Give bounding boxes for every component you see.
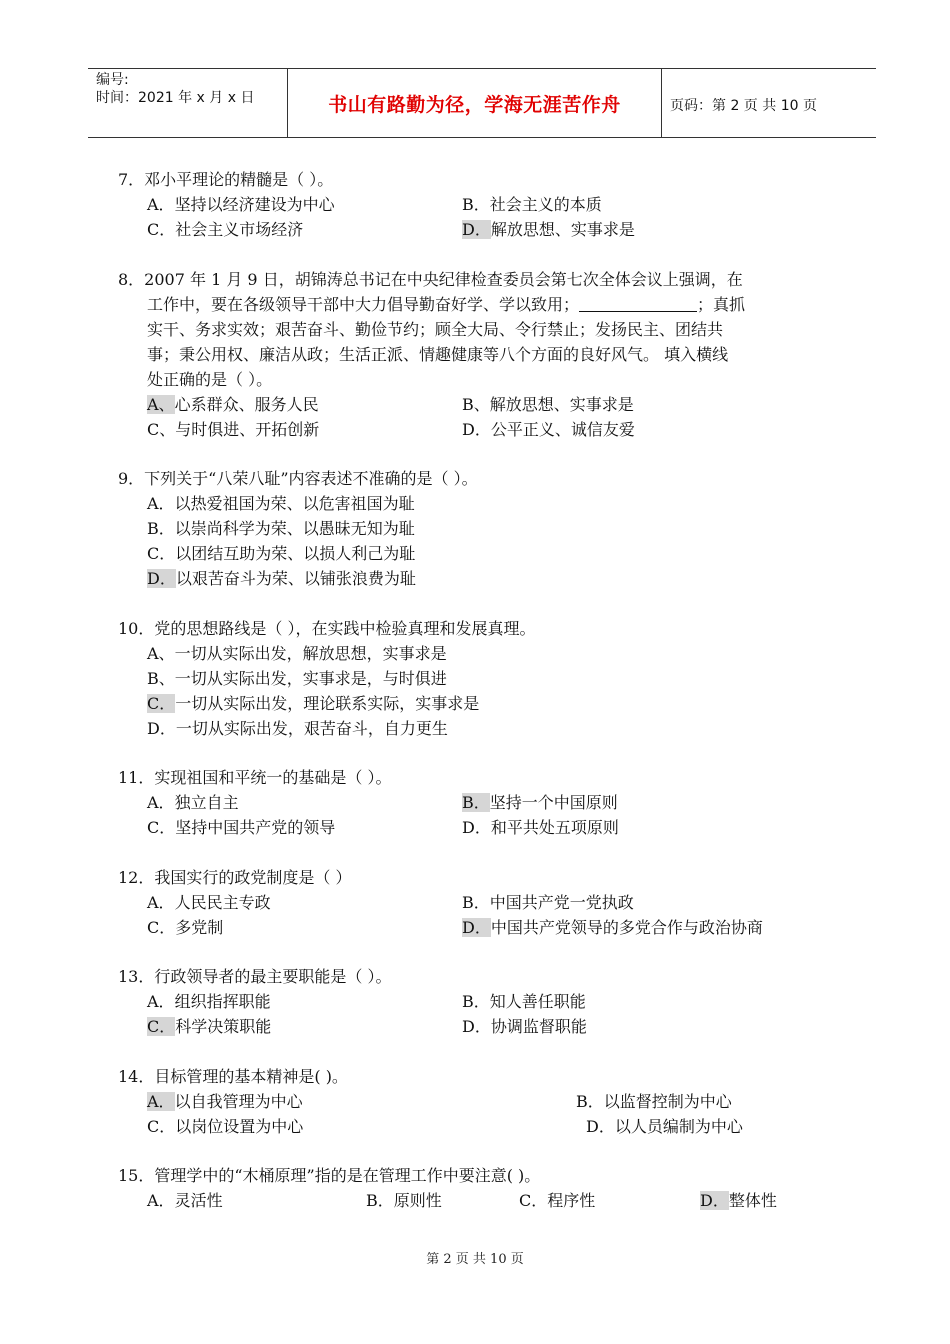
question-8-stem-line: 实干、务求实效；艰苦奋斗、勤俭节约；顾全大局、令行禁止；发扬民主、团结共: [147, 320, 724, 339]
question-14-option-d: D．以人员编制为中心: [586, 1117, 743, 1136]
header-meta: [96, 71, 254, 107]
question-10-option-c: C．一切从实际出发，理论联系实际，实事求是: [147, 694, 480, 713]
question-8-stem-line: 处正确的是（ ）。: [147, 370, 273, 389]
question-13-stem: 13．行政领导者的最主要职能是（ ）。: [118, 967, 392, 986]
question-7-stem: 7．邓小平理论的精髓是（ ）。: [118, 170, 334, 189]
question-10-option-d: D．一切从实际出发，艰苦奋斗，自力更生: [147, 719, 448, 738]
question-11-option-b: B．坚持一个中国原则: [462, 793, 618, 812]
question-8-stem-line: 8．2007 年 1 月 9 日，胡锦涛总书记在中央纪律检查委员会第七次全体会议上强调，在: [118, 270, 743, 289]
question-15-option-c: C．程序性: [519, 1191, 596, 1210]
question-15-stem: 15．管理学中的“木桶原理”指的是在管理工作中要注意( )。: [118, 1166, 541, 1185]
question-9-option-d: D．以艰苦奋斗为荣、以铺张浪费为耻: [147, 569, 416, 588]
doc-time-label: 时间：2021 年 x 月 x 日: [96, 90, 255, 106]
answer-highlight: C．: [147, 694, 176, 713]
doc-code-label: 编号:: [96, 72, 129, 88]
answer-highlight: D．: [147, 569, 176, 588]
question-8-option-b: B、解放思想、实事求是: [462, 395, 634, 414]
question-7-option-b: B．社会主义的本质: [462, 195, 602, 214]
question-8-option-d: D．公平正义、诚信友爱: [462, 420, 635, 439]
header-page-number: 页码：第 2 页 共 10 页: [670, 98, 817, 114]
answer-highlight: D．: [700, 1191, 729, 1210]
question-9-option-a: A．以热爱祖国为荣、以危害祖国为耻: [147, 494, 415, 513]
answer-highlight: D．: [462, 220, 491, 239]
question-15-option-b: B．原则性: [366, 1191, 442, 1210]
question-8-stem-line: 事；秉公用权、廉洁从政；生活正派、情趣健康等八个方面的良好风气。 填入横线: [147, 345, 729, 364]
question-11-stem: 11．实现祖国和平统一的基础是（ ）。: [118, 768, 392, 787]
answer-highlight: B．: [462, 793, 490, 812]
question-11-option-a: A．独立自主: [147, 793, 239, 812]
question-12-option-b: B．中国共产党一党执政: [462, 893, 634, 912]
question-7-option-d: D．解放思想、实事求是: [462, 220, 635, 239]
answer-highlight: A．: [147, 1092, 175, 1111]
answer-highlight: C．: [147, 1017, 176, 1036]
question-7-option-c: C．社会主义市场经济: [147, 220, 304, 239]
question-14-option-c: C．以岗位设置为中心: [147, 1117, 304, 1136]
question-13-option-c: C．科学决策职能: [147, 1017, 272, 1036]
question-14-option-a: A．以自我管理为中心: [147, 1092, 303, 1111]
question-10-option-b: B、一切从实际出发，实事求是，与时俱进: [147, 669, 447, 688]
question-11-option-d: D．和平共处五项原则: [462, 818, 619, 837]
question-13-option-b: B．知人善任职能: [462, 992, 586, 1011]
question-15-option-d: D．整体性: [700, 1191, 777, 1210]
question-8-option-c: C、与时俱进、开拓创新: [147, 420, 320, 439]
fill-in-blank: [579, 294, 697, 312]
question-14-stem: 14．目标管理的基本精神是( )。: [118, 1067, 348, 1086]
question-15-option-a: A．灵活性: [147, 1191, 223, 1210]
header-divider: [661, 69, 662, 137]
question-14-option-b: B．以监督控制为中心: [576, 1092, 732, 1111]
question-10-option-a: A、一切从实际出发，解放思想，实事求是: [147, 644, 447, 663]
question-9-option-c: C．以团结互助为荣、以损人利己为耻: [147, 544, 416, 563]
answer-highlight: A、: [147, 395, 175, 414]
question-12-option-c: C．多党制: [147, 918, 224, 937]
question-12-option-d: D．中国共产党领导的多党合作与政治协商: [462, 918, 763, 937]
header-motto: 书山有路勤为径，学海无涯苦作舟: [328, 94, 621, 116]
answer-highlight: D．: [462, 918, 491, 937]
page-footer: 第 2 页 共 10 页: [426, 1252, 524, 1267]
question-10-stem: 10．党的思想路线是（ ），在实践中检验真理和发展真理。: [118, 619, 536, 638]
question-13-option-d: D．协调监督职能: [462, 1017, 587, 1036]
page-header: [88, 68, 876, 138]
question-9-stem: 9．下列关于“八荣八耻”内容表述不准确的是（ ）。: [118, 469, 478, 488]
question-13-option-a: A．组织指挥职能: [147, 992, 271, 1011]
question-12-stem: 12．我国实行的政党制度是（ ）: [118, 868, 352, 887]
question-8-option-a: A、心系群众、服务人民: [147, 395, 319, 414]
question-11-option-c: C．坚持中国共产党的领导: [147, 818, 336, 837]
question-9-option-b: B．以崇尚科学为荣、以愚昧无知为耻: [147, 519, 415, 538]
question-12-option-a: A．人民民主专政: [147, 893, 271, 912]
question-7-option-a: A．坚持以经济建设为中心: [147, 195, 335, 214]
question-8-stem-line: 工作中，要在各级领导干部中大力倡导勤奋好学、学以致用； ；真抓: [147, 295, 746, 314]
